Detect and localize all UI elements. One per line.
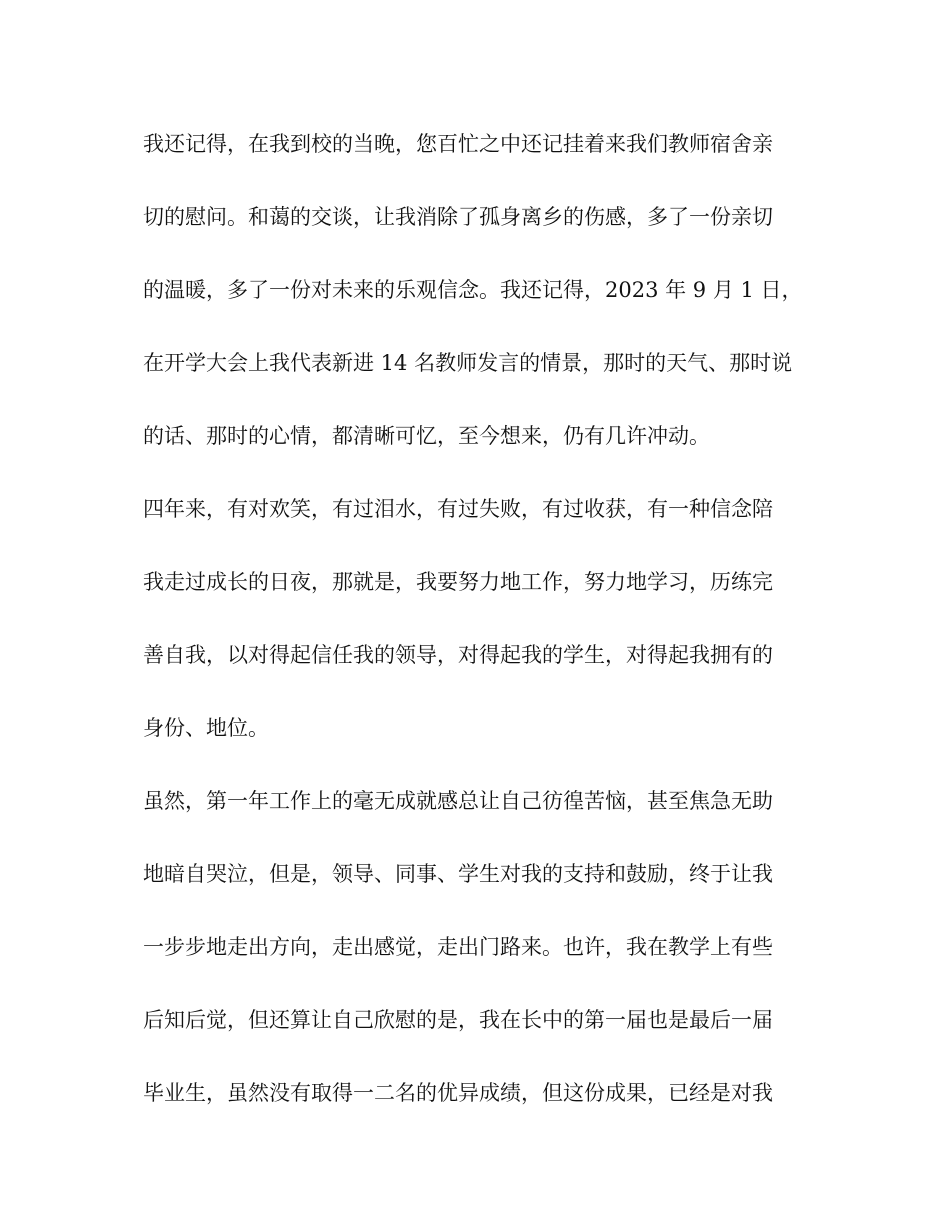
text-line: 善自我，以对得起信任我的领导，对得起我的学生，对得起我拥有的 [143,643,773,667]
text-line: 切的慰问。和蔼的交谈，让我消除了孤身离乡的伤感，多了一份亲切 [143,205,773,229]
text-line: 毕业生，虽然没有取得一二名的优异成绩，但这份成果，已经是对我 [143,1081,773,1105]
text-line: 身份、地位。 [143,716,269,740]
text-line: 虽然，第一年工作上的毫无成就感总让自己彷徨苦恼，甚至焦急无助 [143,789,773,813]
text-line: 的话、那时的心情，都清晰可忆，至今想来，仍有几许冲动。 [143,424,710,448]
text-line: 后知后觉，但还算让自己欣慰的是，我在长中的第一届也是最后一届 [143,1008,773,1032]
text-line: 在开学大会上我代表新进 14 名教师发言的情景，那时的天气、那时说 [143,351,793,375]
text-line: 四年来，有对欢笑，有过泪水，有过失败，有过收获，有一种信念陪 [143,497,773,521]
text-line: 我还记得，在我到校的当晚，您百忙之中还记挂着来我们教师宿舍亲 [143,132,773,156]
text-line: 地暗自哭泣，但是，领导、同事、学生对我的支持和鼓励，终于让我 [143,862,773,886]
text-line: 一步步地走出方向，走出感觉，走出门路来。也许，我在教学上有些 [143,935,773,959]
text-line: 我走过成长的日夜，那就是，我要努力地工作，努力地学习，历练完 [143,570,773,594]
text-line: 的温暖，多了一份对未来的乐观信念。我还记得，2023 年 9 月 1 日， [143,278,803,302]
